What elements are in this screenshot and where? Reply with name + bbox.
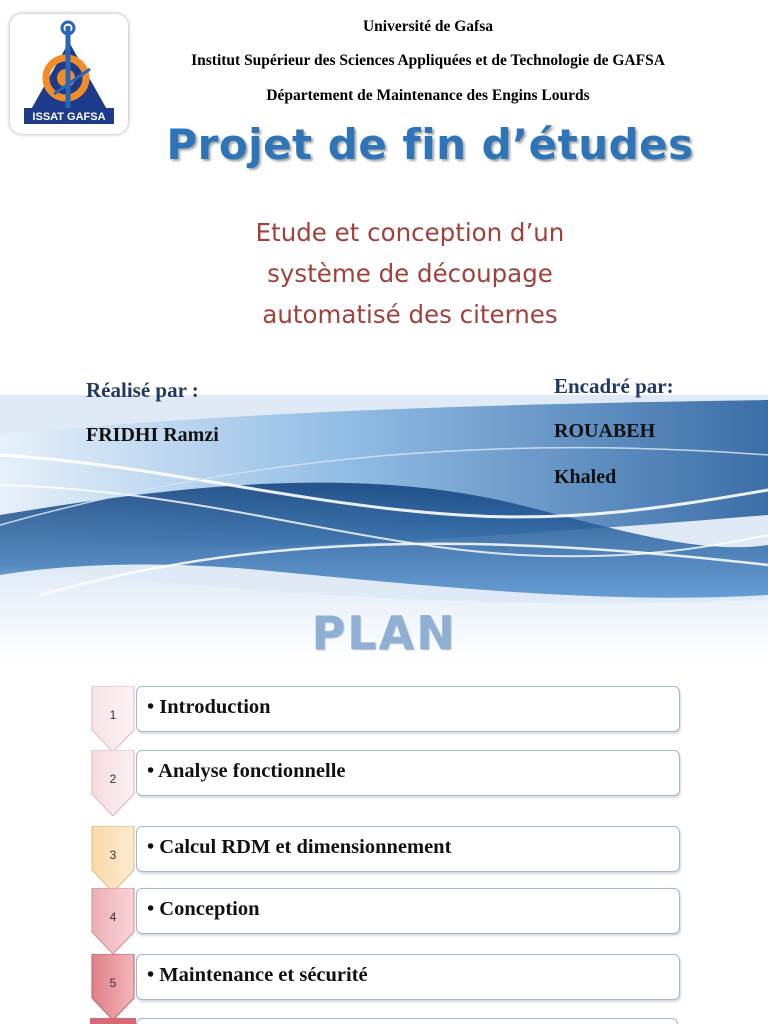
subtitle-line: Etude et conception d’un — [255, 218, 565, 247]
plan-item-box — [136, 750, 680, 796]
plan-item — [90, 954, 680, 1000]
project-subtitle — [150, 212, 670, 335]
realise-par-label: Réalisé par : — [86, 378, 199, 402]
plan-item-box — [136, 954, 680, 1000]
plan-item-label: • Calcul RDM et dimensionnement — [147, 836, 452, 858]
institute-name: Institut Supérieur des Sciences Appliquées et de Technologie de GAFSA — [191, 52, 665, 69]
supervisor-name: ROUABEH — [554, 420, 656, 442]
plan-item — [90, 686, 680, 732]
plan-item-number: 4 — [109, 910, 117, 924]
plan-item-label: • Conception — [147, 898, 260, 920]
plan-item-number: 3 — [109, 848, 117, 862]
supervisor-firstname: Khaled — [554, 466, 617, 488]
subtitle-line: système de découpage — [267, 259, 553, 288]
student-name: FRIDHI Ramzi — [86, 424, 219, 446]
encadre-par-label: Encadré par: — [554, 374, 674, 398]
university-name: Université de Gafsa — [362, 18, 493, 35]
plan-item-number: 5 — [109, 976, 117, 990]
plan-item — [90, 750, 680, 796]
logo-text: ISSAT GAFSA — [32, 111, 106, 123]
plan-title: PLAN — [311, 606, 457, 660]
partial-box-next — [136, 1018, 678, 1024]
plan-item-box — [136, 826, 680, 872]
plan-item-number: 2 — [109, 772, 117, 786]
plan-item-number: 1 — [109, 708, 117, 722]
plan-item-label: • Maintenance et sécurité — [147, 964, 368, 986]
plan-item-label: • Analyse fonctionnelle — [147, 760, 346, 782]
plan-item — [90, 888, 680, 934]
slide-title: Projet de fin d’études — [166, 120, 694, 169]
plan-item-box — [136, 888, 680, 934]
plan-item-box — [136, 686, 680, 732]
department-name: Département de Maintenance des Engins Lourds — [266, 87, 590, 104]
subtitle-line: automatisé des citernes — [262, 300, 558, 329]
plan-item-label: • Introduction — [147, 696, 271, 718]
issat-logo — [10, 14, 128, 134]
plan-item — [90, 826, 680, 872]
partial-chevron-next — [90, 1018, 136, 1024]
